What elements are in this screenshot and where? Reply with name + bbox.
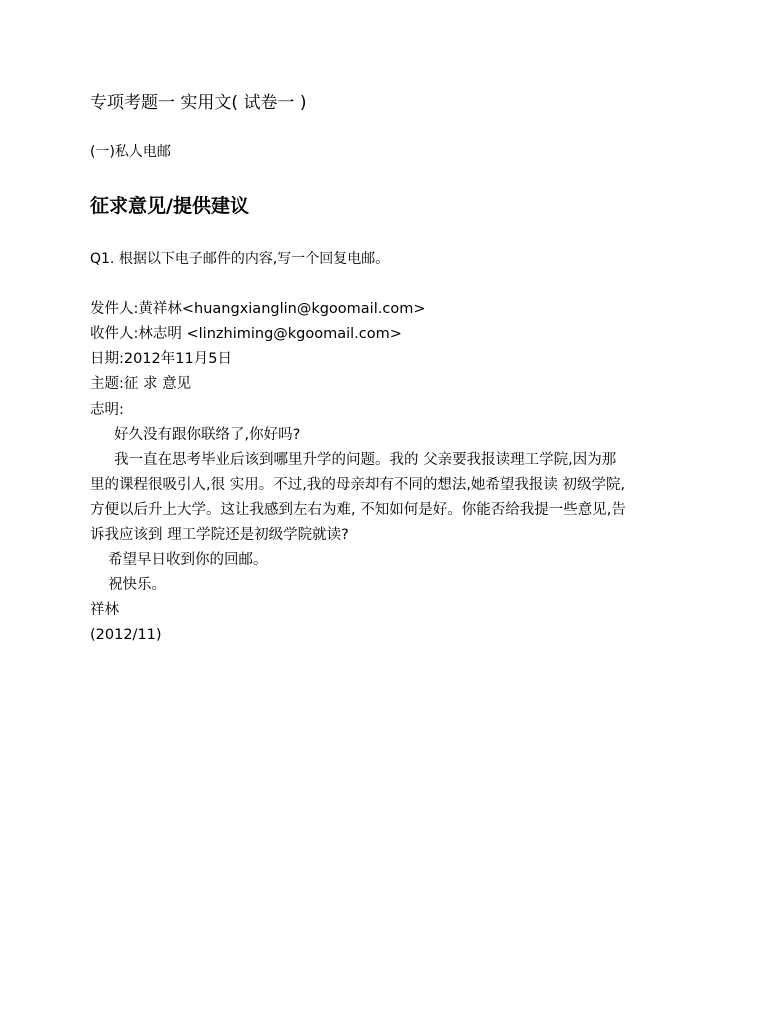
email-subject: 主题:征 求 意见 bbox=[90, 376, 192, 392]
email-paragraph-2-line-1: 我一直在思考毕业后该到哪里升学的问题。我的 父亲要我报读理工学院,因为那 bbox=[114, 452, 617, 468]
email-paragraph-3: 希望早日收到你的回邮。 bbox=[108, 552, 268, 568]
document-title: 专项考题一 实用文( 试卷一 ) bbox=[90, 93, 307, 113]
email-date: 日期:2012年11月5日 bbox=[90, 351, 232, 367]
email-signature-date: (2012/11) bbox=[90, 627, 162, 643]
email-to: 收件人:林志明 <linzhiming@kgoomail.com> bbox=[90, 326, 402, 342]
email-paragraph-2-line-3: 方便以后升上大学。这让我感到左右为难, 不知如何是好。你能否给我提一些意见,告 bbox=[90, 502, 626, 518]
section-label: (一)私人电邮 bbox=[90, 144, 171, 160]
email-signature: 祥林 bbox=[90, 602, 119, 618]
section-heading: 征求意见/提供建议 bbox=[90, 195, 249, 217]
email-paragraph-2-line-4: 诉我应该到 理工学院还是初级学院就读? bbox=[90, 527, 349, 543]
email-greeting: 志明: bbox=[90, 402, 124, 418]
email-closing: 祝快乐。 bbox=[108, 577, 166, 593]
email-paragraph-1: 好久没有跟你联络了,你好吗? bbox=[114, 427, 301, 443]
question-text: Q1. 根据以下电子邮件的内容,写一个回复电邮。 bbox=[90, 251, 390, 267]
email-from: 发件人:黄祥林<huangxianglin@kgoomail.com> bbox=[90, 301, 426, 317]
email-paragraph-2-line-2: 里的课程很吸引人,很 实用。不过,我的母亲却有不同的想法,她希望我报读 初级学院, bbox=[90, 477, 626, 493]
